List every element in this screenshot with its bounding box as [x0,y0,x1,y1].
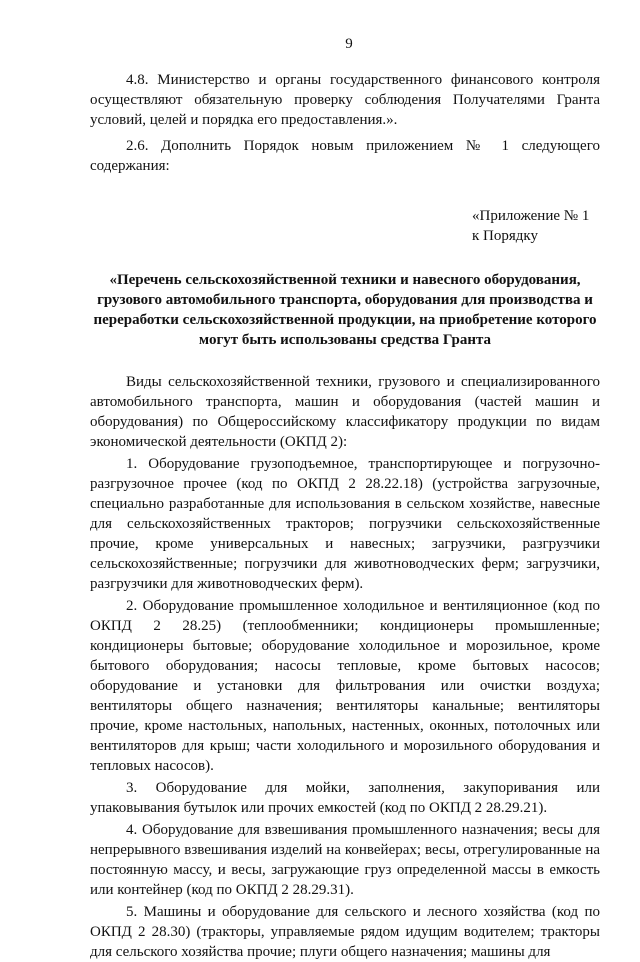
list-item-4: 4. Оборудование для взвешивания промышленного назначения; весы для непрерывного взвешивания изделий на конвейерах; весы, отрегулированные на постоянную массу, и весы, загружающие груз определенной массы в емкость или контейнер (код по ОКПД 2 28.29.31). [90,822,600,898]
list-item-2: 2. Оборудование промышленное холодильное и вентиляционное (код по ОКПД 2 28.25) (теплообменники; кондиционеры промышленные; кондиционеры бытовые; оборудование холодильное и морозильное, кроме бытового оборудования; насосы тепловые, кроме бытовых насосов; оборудование и установки для фильтрования или очистки воздуха; вентиляторы общего назначения; вентиляторы канальные; вентиляторы прочие, кроме настольных, напольных, настенных, оконных, потолочных или вентиляторов для крыш; части холодильного и морозильного оборудования и тепловых насосов). [90,598,600,774]
intro-paragraph: Виды сельскохозяйственной техники, грузового и специализированного автомобильного транспорта, машин и оборудования (частей машин и оборудования) по Общероссийскому классификатору продукции по видам экономической деятельности (ОКПД 2): [90,374,600,450]
list-item-5: 5. Машины и оборудование для сельского и лесного хозяйства (код по ОКПД 2 28.30) (тракторы, управляемые рядом идущим водителем; тракторы для сельского хозяйства прочие; плуги общего назначения; машины для [90,904,600,960]
appendix-line-1: «Приложение № 1 [472,208,590,224]
appendix-line-2: к Порядку [472,228,538,244]
list-heading: «Перечень сельскохозяйственной техники и навесного оборудования, грузового автомобильного транспорта, оборудования для производства и переработки сельскохозяйственной продукции, на приобретение которого могут быть использованы средства Гранта [93,272,597,348]
list-item-3: 3. Оборудование для мойки, заполнения, закупоривания или упаковывания бутылок или прочих емкостей (код по ОКПД 2 28.29.21). [90,780,600,816]
appendix-reference [90,206,600,246]
paragraph-4-8: 4.8. Министерство и органы государственного финансового контроля осуществляют обязательную проверку соблюдения Получателями Гранта условий, целей и порядка его предоставления.». [90,72,600,128]
paragraph-2-6: 2.6. Дополнить Порядок новым приложением № 1 следующего содержания: [90,138,600,174]
list-item-1: 1. Оборудование грузоподъемное, транспортирующее и погрузочно-разгрузочное прочее (код по ОКПД 2 28.22.18) (устройства загрузочные, специально разработанные для использования в сельском хозяйстве, навесные для сельскохозяйственных тракторов; погрузчики сельскохозяйственные прочие, кроме универсальных и навесных; загрузчики, разгрузчики сельскохозяйственные; погрузчики для животноводческих ферм; загрузчики, разгрузчики для животноводческих ферм). [90,456,600,592]
page-number: 9 [345,36,353,52]
